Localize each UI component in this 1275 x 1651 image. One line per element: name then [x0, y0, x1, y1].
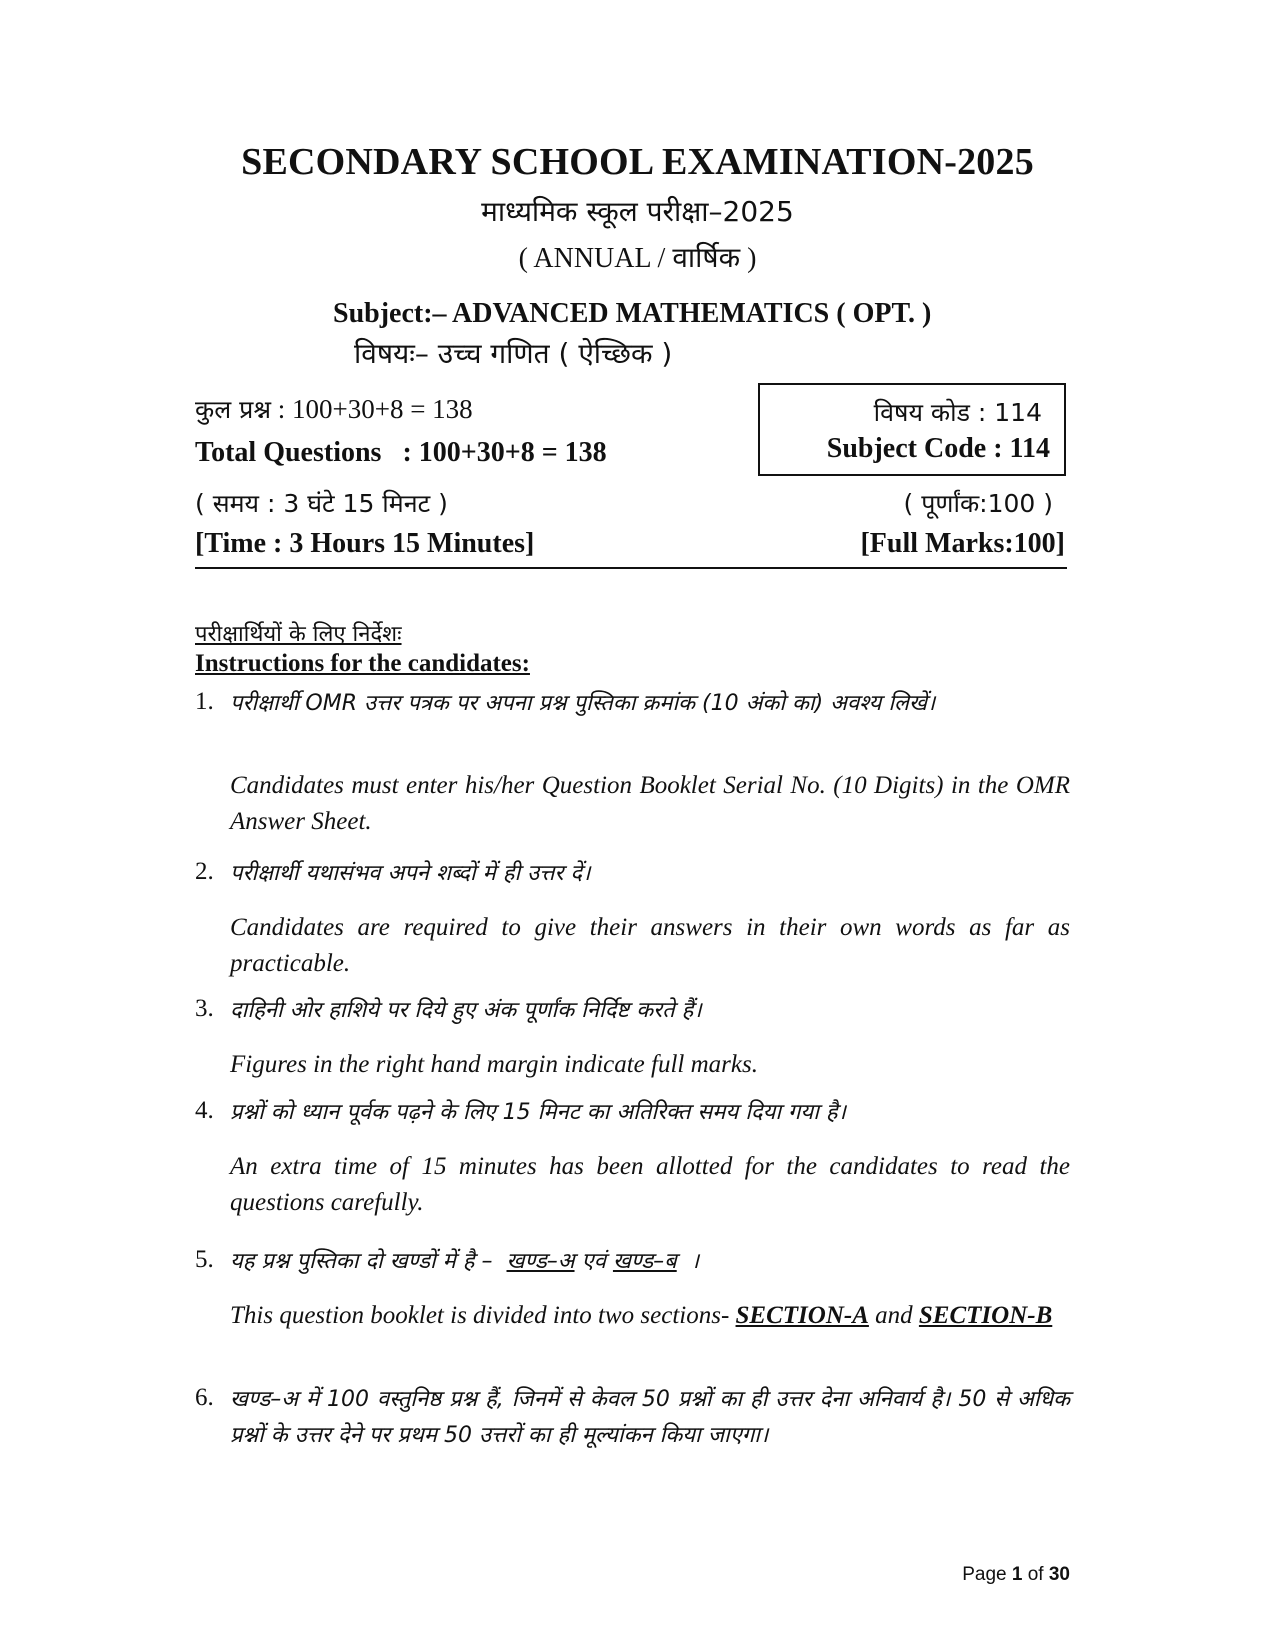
instructions-heading-hindi: परीक्षार्थियों के लिए निर्देशः — [195, 622, 402, 647]
instruction-english: Candidates must enter his/her Question Booklet Serial No. (10 Digits) in the OMR Answer Sheet. — [230, 772, 1070, 835]
total-questions-english-value: : 100+30+8 = 138 — [402, 437, 607, 468]
instruction-number: 1. — [195, 688, 214, 715]
total-questions-hindi — [195, 392, 473, 426]
total-questions-hindi-label: कुल प्रश्न — [195, 395, 271, 424]
instruction-english: An extra time of 15 minutes has been allotted for the candidates to read the questions carefully. — [230, 1153, 1070, 1216]
instruction-number: 2. — [195, 858, 214, 885]
subject-hindi: विषयः– उच्च गणित ( ऐच्छिक ) — [354, 337, 673, 370]
instruction-hindi: दाहिनी ओर हाशिये पर दिये हुए अंक पूर्णांक निर्दिष्ट करते हैं। — [230, 998, 702, 1023]
instruction-number: 6. — [195, 1384, 214, 1411]
subject-code-hindi: विषय कोड : 114 — [873, 398, 1042, 427]
section-b-english: SECTION-B — [918, 1302, 1053, 1329]
section-a-english: SECTION-A — [735, 1302, 869, 1329]
subject-code-english: Subject Code : 114 — [826, 433, 1050, 464]
full-marks-english: [Full Marks:100] — [860, 528, 1065, 559]
subject-english: Subject:– ADVANCED MATHEMATICS ( OPT. ) — [333, 298, 932, 329]
total-pages: 30 — [1048, 1564, 1070, 1585]
time-hindi: ( समय : 3 घंटे 15 मिनट ) — [195, 489, 448, 518]
full-stop-hindi: । — [690, 1249, 700, 1274]
section-b-hindi: खण्ड–ब — [612, 1249, 677, 1274]
instruction-english: Figures in the right hand margin indicate full marks. — [230, 1051, 758, 1078]
total-questions-english-label: Total Questions — [195, 437, 382, 468]
current-page: 1 — [1011, 1564, 1023, 1585]
page-word: Page — [962, 1564, 1007, 1585]
instruction-hindi: प्रश्नों को ध्यान पूर्वक पढ़ने के लिए 15 मिनट का अतिरिक्त समय दिया गया है। — [230, 1100, 846, 1125]
instruction-number: 3. — [195, 995, 214, 1022]
instruction-number: 4. — [195, 1097, 214, 1124]
header-divider — [195, 567, 1067, 569]
instructions-heading-english: Instructions for the candidates: — [195, 650, 530, 677]
total-questions-english — [195, 437, 607, 469]
sections-intro-english: This question booklet is divided into two sections- — [230, 1302, 730, 1329]
and-english: and — [875, 1302, 913, 1329]
instruction-english — [230, 1298, 1070, 1334]
time-english: [Time : 3 Hours 15 Minutes] — [195, 528, 535, 559]
subject-code-box — [758, 383, 1066, 476]
full-marks-hindi: ( पूर्णांक:100 ) — [903, 489, 1053, 518]
sections-intro-hindi: यह प्रश्न पुस्तिका दो खण्डों में है – — [230, 1249, 493, 1274]
instruction-hindi: परीक्षार्थी OMR उत्तर पत्रक पर अपना प्रश्न पुस्तिका क्रमांक (10 अंको का) अवश्य लिखें। — [230, 691, 936, 716]
exam-title-english: SECONDARY SCHOOL EXAMINATION-2025 — [241, 141, 1034, 183]
instruction-number: 5. — [195, 1246, 214, 1273]
instruction-hindi — [230, 1244, 1070, 1280]
exam-title-hindi: माध्यमिक स्कूल परीक्षा–2025 — [481, 195, 794, 228]
of-word: of — [1027, 1564, 1044, 1585]
instruction-hindi: परीक्षार्थी यथासंभव अपने शब्दों में ही उत्तर दें। — [230, 861, 591, 886]
instruction-english: Candidates are required to give their answers in their own words as far as practicable. — [230, 914, 1070, 977]
page-number — [962, 1564, 1070, 1586]
and-hindi: एवं — [581, 1249, 606, 1274]
exam-type: ( ANNUAL / वार्षिक ) — [518, 243, 757, 274]
section-a-hindi: खण्ड–अ — [506, 1249, 575, 1274]
total-questions-hindi-value: : 100+30+8 = 138 — [277, 394, 473, 424]
instruction-hindi: खण्ड–अ में 100 वस्तुनिष्ठ प्रश्न हैं, जिनमें से केवल 50 प्रश्नों का ही उत्तर देना अनिवार्य है। 50 से अधिक प्रश्नों के उत्तर देने पर प्रथम 50 उत्तरों का ही मूल्यांकन किया जाएगा। — [230, 1387, 1070, 1448]
